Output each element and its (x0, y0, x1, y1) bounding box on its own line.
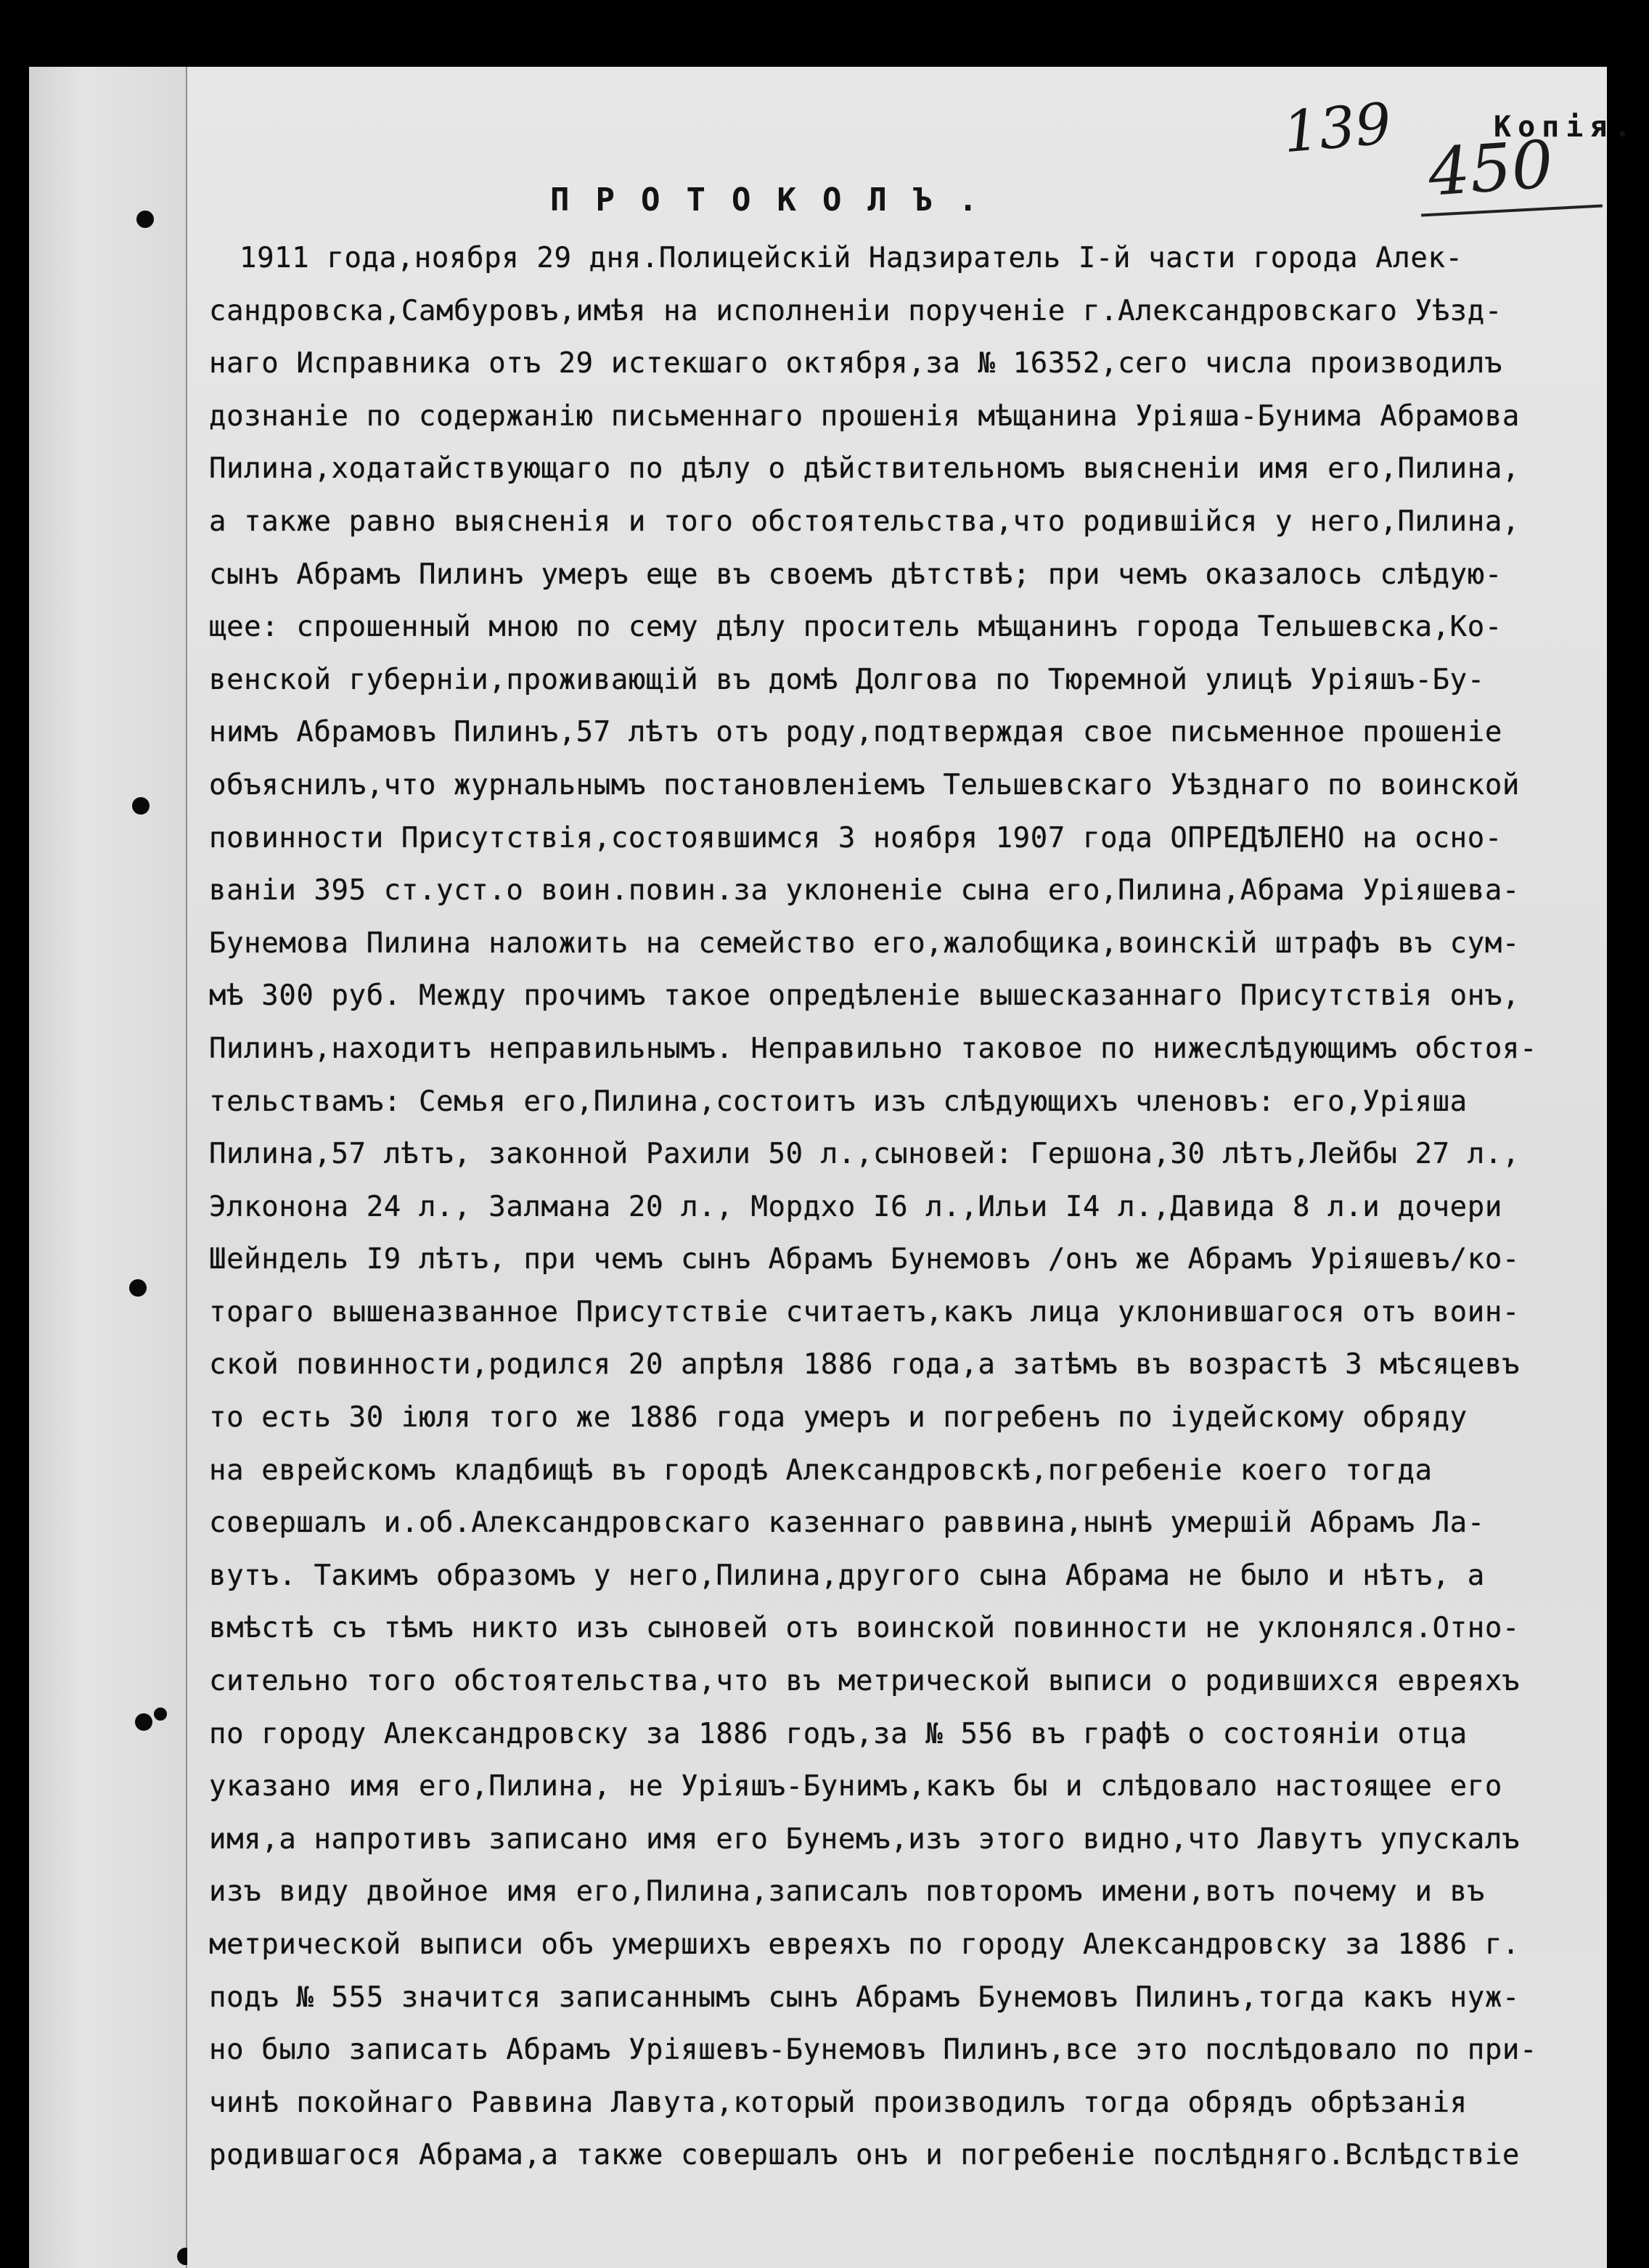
text-line: тельствамъ: Семья его,Пилина,состоитъ изъ слѣдующихъ членовъ: его,Урiяша (209, 1085, 1468, 1118)
text-line: 1911 года,ноября 29 дня.Полицейскiй Надзиратель I-й части города Алек- (240, 242, 1463, 274)
text-line: на еврейскомъ кладбищѣ въ городѣ Александровскѣ,погребенiе коего тогда (209, 1453, 1433, 1487)
text-line: сительно того обстоятельства,что въ метрической выписи о родившихся евреяхъ (209, 1665, 1520, 1698)
text-line: метрической выписи объ умершихъ евреяхъ по городу Александровску за 1886 г. (209, 1928, 1520, 1961)
text-line: Пилинъ,находитъ неправильнымъ. Неправильно таковое по нижеслѣдующимъ обстоя- (209, 1032, 1538, 1065)
text-line: мѣ 300 руб. Между прочимъ такое опредѣленiе вышесказаннаго Присутствiя онъ, (209, 979, 1520, 1013)
text-line: ванiи 395 ст.уст.о воин.повин.за уклоненiе сына его,Пилина,Абрама Урiяшева- (209, 874, 1520, 907)
binding-hole (154, 1708, 167, 1721)
text-line: подъ № 555 значится записаннымъ сынъ Абрамъ Бунемовъ Пилинъ,тогда какъ нуж- (209, 1981, 1520, 2014)
text-line: щее: спрошенный мною по сему дѣлу проситель мѣщанинъ города Тельшевска,Ко- (209, 611, 1502, 644)
binding-hole (136, 211, 154, 228)
text-line: Пилина,57 лѣтъ, законной Рахили 50 л.,сыновей: Гершона,30 лѣтъ,Лейбы 27 л., (209, 1138, 1520, 1171)
text-line: родившагося Абрама,а также совершалъ онъ и погребенiе послѣдняго.Вслѣдствiе (209, 2139, 1520, 2172)
text-line: чинѣ покойнаго Раввина Лавута,который производилъ тогда обрядъ обрѣзанiя (209, 2086, 1468, 2119)
archive-number: 139 (1280, 91, 1394, 166)
binding-hole (135, 1713, 152, 1731)
text-line: имя,а напротивъ записано имя его Бунемъ,изъ этого видно,что Лавутъ упускалъ (209, 1822, 1520, 1856)
binding-hole (129, 1279, 147, 1297)
page-title: ПРОТОКОЛЪ. (550, 181, 1004, 219)
text-line: то есть 30 iюля того же 1886 года умеръ и погребенъ по iудейскому обряду (209, 1401, 1468, 1435)
text-line: наго Исправника отъ 29 истекшаго октября,за № 16352,сего числа производилъ (209, 347, 1502, 380)
text-line: дознанiе по содержанiю письменнаго прошенiя мѣщанина Урiяша-Бунима Абрамова (209, 399, 1520, 433)
text-line: по городу Александровску за 1886 годъ,за № 556 въ графѣ о состоянiи отца (209, 1717, 1468, 1750)
text-line: вмѣстѣ съ тѣмъ никто изъ сыновей отъ воинской повинности не уклонялся.Отно- (209, 1612, 1520, 1645)
text-line: указано имя его,Пилина, не Урiяшъ-Бунимъ,какъ бы и слѣдовало настоящее его (209, 1770, 1502, 1803)
text-line: ской повинности,родился 20 апрѣля 1886 года,а затѣмъ въ возрастѣ 3 мѣсяцевъ (209, 1348, 1520, 1382)
folio-number: 450 (1425, 126, 1556, 211)
document-page (187, 67, 1638, 2268)
text-line: Элконона 24 л., Залмана 20 л., Мордхо I6 л.,Ильи I4 л.,Давида 8 л.и дочери (209, 1190, 1502, 1223)
text-line: вутъ. Такимъ образомъ у него,Пилина,другого сына Абрама не было и нѣтъ, а (209, 1559, 1485, 1592)
text-line: венской губернiи,проживающiй въ домѣ Долгова по Тюремной улицѣ Урiяшъ-Бу- (209, 663, 1485, 696)
text-line: объяснилъ,что журнальнымъ постановленiемъ Тельшевскаго Уѣзднаго по воинской (209, 768, 1520, 801)
text-line: изъ виду двойное имя его,Пилина,записалъ повторомъ имени,вотъ почему и въ (209, 1875, 1485, 1909)
text-line: Пилина,ходатайствующаго по дѣлу о дѣйствительномъ выясненiи имя его,Пилина, (209, 452, 1520, 486)
text-line: но было записать Абрамъ Урiяшевъ-Бунемовъ Пилинъ,все это послѣдовало по при- (209, 2034, 1538, 2067)
copy-label: Копія. (1494, 110, 1638, 144)
text-line: сандровска,Самбуровъ,имѣя на исполненiи порученiе г.Александровскаго Уѣзд- (209, 294, 1502, 327)
text-line: Шейндель I9 лѣтъ, при чемъ сынъ Абрамъ Бунемовъ /онъ же Абрамъ Урiяшевъ/ко- (209, 1243, 1520, 1276)
text-line: а также равно выясненiя и того обстоятельства,что родившiйся у него,Пилина, (209, 505, 1520, 538)
text-line: нимъ Абрамовъ Пилинъ,57 лѣтъ отъ роду,подтверждая свое письменное прошенiе (209, 716, 1502, 749)
text-line: совершалъ и.об.Александровскаго казеннаго раввина,нынѣ умершiй Абрамъ Ла- (209, 1506, 1485, 1540)
left-page-edge (29, 67, 187, 2268)
text-line: повинности Присутствiя,состоявшимся 3 ноября 1907 года ОПРЕДѢЛЕНО на осно- (209, 821, 1502, 854)
text-line: Бунемова Пилина наложить на семейство его,жалобщика,воинскiй штрафъ въ сум- (209, 926, 1520, 960)
text-line: тораго вышеназванное Присутствiе считаетъ,какъ лица уклонившагося отъ воин- (209, 1295, 1520, 1329)
text-line: сынъ Абрамъ Пилинъ умеръ еще въ своемъ дѣтствѣ; при чемъ оказалось слѣдую- (209, 558, 1502, 591)
binding-hole (132, 797, 150, 815)
protocol-text (209, 232, 1595, 2182)
